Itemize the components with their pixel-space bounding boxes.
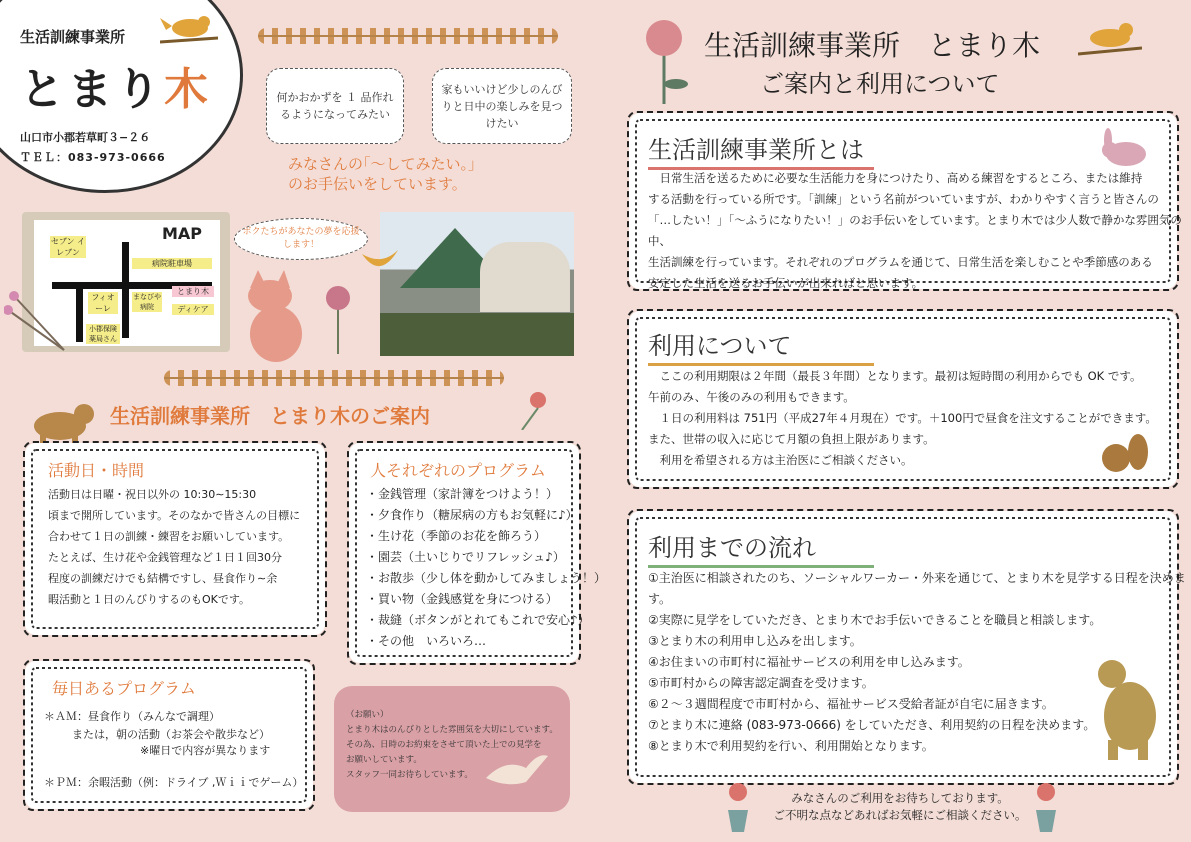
list-item: ・園芸（土いじりでリフレッシュ♪） <box>366 550 565 564</box>
list-item: ①主治医に相談されたのち、ソーシャルワーカー・外来を通じて、とまり木を見学する日程を決めます。 <box>648 571 1186 606</box>
list-item: ⑦とまり木に連絡 (083-973-0666) をしていただき、利用契約の日程を決めます。 <box>648 718 1096 732</box>
right-title-line1: 生活訓練事業所 とまり木 <box>704 29 1041 62</box>
list-item: ・夕食作り（糖尿病の方もお気軽に♪） <box>366 508 578 522</box>
cat-icon <box>240 270 310 362</box>
request-text: （お願い） とまり木はのんびりとした雰囲気を大切にしています。 その為、日時のお約束をさせて頂いた上での見学を お願いしています。 スタッフ一同お待ちしています。 <box>346 710 558 780</box>
list-item: ③とまり木の利用申し込みを出します。 <box>648 634 862 648</box>
usage-text: ここの利用期限は２年間（最長３年間）となります。最初は短時間の利用からでも OK です。 午前のみ、午後のみの利用もできます。 １日の利用料は 751円（平成27年４月現在）です。＋100円で昼食を注文することができます。 また、世帯の収入に応じて月額の負担上限があります。 利用を希望される方は主治医にご相談ください。 <box>648 369 1157 467</box>
list-item: ・その他 いろいろ… <box>366 634 487 648</box>
phone: ＴＥＬ：083-973-0666 <box>20 151 166 164</box>
activity-days-title: 活動日・時間 <box>48 461 145 480</box>
bird-icon <box>160 8 218 46</box>
red-flower-icon <box>510 390 554 430</box>
programs-list <box>366 484 606 652</box>
wish-bubble-right: 家もいいけど少しのんびりと日中の楽しみを見つけたい <box>432 68 572 144</box>
footer-line1: みなさんのご利用をお待ちしております。 <box>791 791 1009 805</box>
dove-icon <box>486 748 548 788</box>
list-item: ④お住まいの市町村に福祉サービスの利用を申し込みます。 <box>648 655 970 669</box>
list-item: ・生け花（季節のお花を飾ろう） <box>366 529 547 543</box>
wish-bubble-left: 何かおかずを １ 品作れるようになってみたい <box>266 68 404 144</box>
map-label-fiore: フィオーレ <box>88 292 118 314</box>
list-item: ⑥２～３週間程度で市町村から、福祉サービス受給者証が自宅に届きます。 <box>648 697 1054 711</box>
dog-icon <box>22 398 98 448</box>
programs-title: 人それぞれのプログラム <box>370 461 546 480</box>
list-item: ・裁縫（ボタンがとれてもこれで安心♪） <box>366 613 590 627</box>
map-label-hospital: まなびや病院 <box>133 293 161 311</box>
list-item: ⑧とまり木で利用契約を行い、利用開始となります。 <box>648 739 934 753</box>
guide-title: 生活訓練事業所 とまり木のご案内 <box>110 404 430 428</box>
bird-icon-right <box>1078 14 1142 58</box>
carnation-icon <box>636 18 692 104</box>
daily-am-line2: または，朝の活動（お茶会や散歩など） <box>72 728 270 741</box>
tagline-line2: のお手伝いをしています。 <box>288 175 467 193</box>
footer-text <box>760 790 1040 824</box>
daily-am-line3: ※曜日で内容が異なります <box>140 744 271 757</box>
org-small-title: 生活訓練事業所 <box>20 28 126 46</box>
list-item: ②実際に見学をしていただき、とまり木でお手伝いできることを職員と相談します。 <box>648 613 1102 627</box>
map-label-parking: 病院駐車場 <box>132 258 212 269</box>
daily-pm-line: ＊ＰＭ：余暇活動（例：ドライブ ,Ｗｉｉでゲーム） <box>44 776 304 789</box>
photo-speech-bubble: ボクたちがあなたの夢を応援します！ <box>234 218 368 260</box>
right-title-line2: ご案内と利用について <box>760 70 1000 98</box>
daily-am-line1: ＊ＡＭ：昼食作り（みんなで調理） <box>44 710 220 723</box>
tagline-line1: みなさんの｢～してみたい｡」 <box>288 155 484 173</box>
top-vine-decoration <box>258 28 558 44</box>
swallow-icon <box>362 250 398 280</box>
dried-flowers-icon <box>4 290 74 360</box>
map-label-daycare: ディケア <box>172 304 214 315</box>
flower-icon <box>316 284 360 354</box>
logo-main: とまり <box>20 64 164 115</box>
squirrel-icon <box>1098 428 1150 474</box>
usage-title: 利用について <box>648 326 874 366</box>
rabbit-icon <box>1098 124 1150 168</box>
logo-accent: 木 <box>164 64 212 115</box>
logo <box>20 53 220 117</box>
daily-program-title: 毎日あるプログラム <box>52 679 196 698</box>
footer-line2: ご不明な点などあればお気軽にご相談ください。 <box>773 808 1027 822</box>
list-item: ・金銭管理（家計簿をつけよう！） <box>366 487 559 501</box>
flow-title: 利用までの流れ <box>648 528 874 568</box>
map-label-tomarigi: とまり木 <box>172 286 214 297</box>
about-text: 日常生活を送るために必要な生活能力を身につけたり、高める練習をするところ、または維持 する活動を行っている所です。「訓練」という名前がついていますが、わかりやすく言うと皆さんの 「…したい！」「～ふうになりたい！」のお手伝いをしています。とまり木では少人数で静かな雰囲気の中、 生活訓練を行っています。それぞれのプログラムを通じて、日常生活を楽しむことや季節感のある 安定した生活を送るお手伝いが出来ればと思います。 <box>648 171 1182 290</box>
map-label-pharmacy: 小郡保険薬局さん <box>86 324 120 344</box>
vase-flower-icon-right <box>1026 782 1066 832</box>
list-item: ⑤市町村からの障害認定調査を受けます。 <box>648 676 874 690</box>
mid-vine-decoration <box>164 370 504 386</box>
tagline <box>288 154 483 194</box>
activity-days-text: 活動日は日曜・祝日以外の 10:30∼15:30 頃まで開所しています。そのなかで皆さんの目標に 合わせて１日の訓練・練習をお願いしています。 たとえば、生け花や金銭管理など１日１回30分 程度の訓練だけでも結構ですし、昼食作り∼余 暇活動と１日のんびりするのもOKです。 <box>48 488 301 606</box>
map-label-seven: セブン イレブン <box>50 237 86 257</box>
map-title: MAP <box>162 224 203 243</box>
building-photo <box>380 212 574 356</box>
vase-flower-icon-left <box>718 782 758 832</box>
about-title: 生活訓練事業所とは <box>648 130 874 170</box>
list-item: ・買い物（金銭感覚を身につける） <box>366 592 558 606</box>
address: 山口市小郡若草町３−２６ <box>20 131 151 144</box>
bear-icon <box>1094 656 1158 760</box>
header-block <box>20 26 220 165</box>
list-item: ・お散歩（少し体を動かしてみましょう！） <box>366 571 607 585</box>
